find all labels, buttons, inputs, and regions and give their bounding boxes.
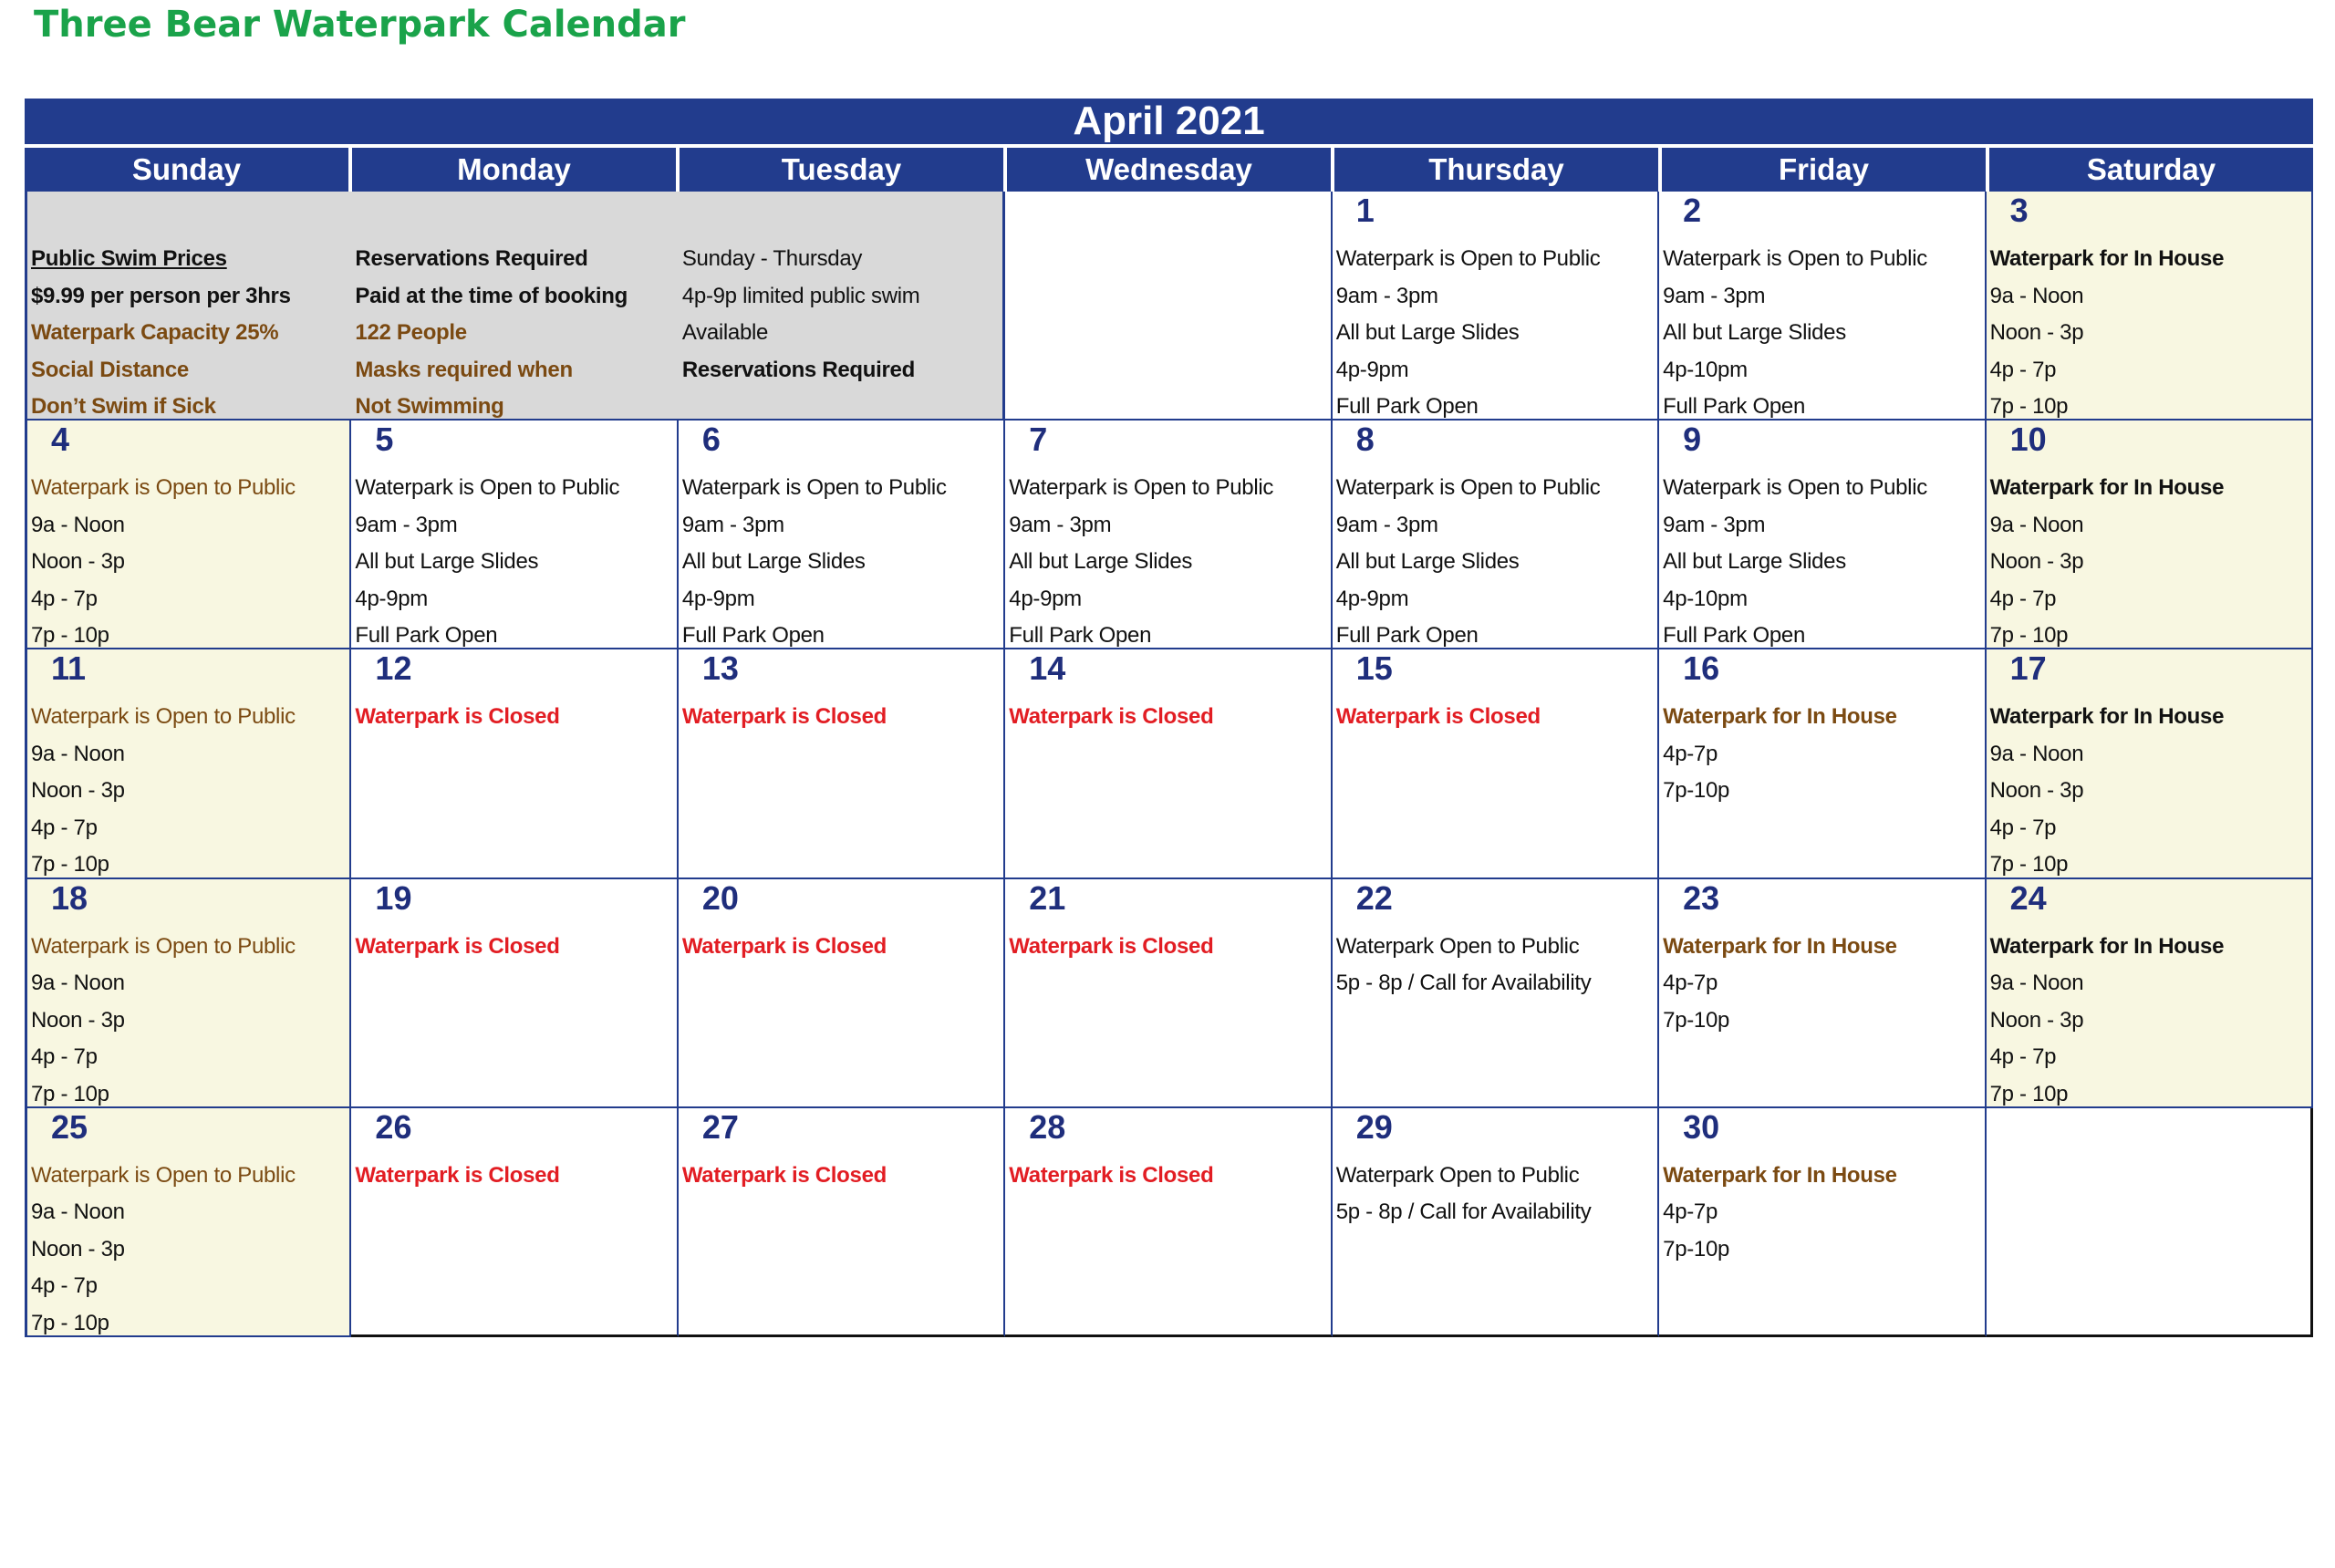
cell-line: 4p - 7p [1989, 1044, 2057, 1070]
cell-line: Waterpark is Open to Public [31, 475, 296, 501]
cell-line: 4p - 7p [31, 586, 98, 611]
cell-line: Reservations Required [681, 357, 915, 382]
cell-line: 7p - 10p [31, 1081, 109, 1106]
cell-lines [1336, 929, 1654, 1002]
cell-line: Not Swimming [355, 394, 504, 419]
cell-line: 4p-7p [1663, 741, 1718, 766]
cell-line: 9a - Noon [31, 741, 125, 766]
cell-line: Full Park Open [1663, 623, 1806, 649]
cell-line: Waterpark Capacity 25% [31, 320, 279, 345]
cell-lines [355, 241, 674, 421]
cell-lines [1009, 699, 1326, 736]
cell-line: Noon - 3p [31, 1007, 125, 1033]
day-number: 22 [1355, 878, 1393, 917]
cell-line: Waterpark for In House [1663, 704, 1897, 730]
cell-lines [1336, 699, 1654, 736]
cell-line: 4p-10pm [1663, 357, 1748, 382]
day-cell[interactable] [1333, 192, 1659, 421]
cell-line: 9am - 3pm [1663, 512, 1766, 537]
cell-line: Waterpark is Closed [1009, 933, 1214, 959]
cell-lines [1009, 929, 1326, 966]
cell-line: Noon - 3p [31, 1236, 125, 1262]
cell-line: Waterpark is Open to Public [1663, 246, 1927, 271]
cell-line: Waterpark Open to Public [1335, 1162, 1580, 1188]
cell-lines [1009, 1158, 1326, 1195]
cell-line: Paid at the time of booking [355, 283, 628, 308]
cell-lines [682, 929, 1000, 966]
day-cell[interactable] [351, 421, 678, 649]
day-number: 17 [2009, 649, 2047, 688]
cell-lines [31, 699, 346, 878]
cell-line: 9a - Noon [31, 1199, 125, 1225]
calendar [25, 99, 2313, 1337]
day-cell[interactable] [1659, 879, 1986, 1108]
day-cell[interactable] [1659, 1108, 1986, 1337]
day-number: 4 [51, 421, 70, 459]
cell-line: All but Large Slides [1009, 549, 1193, 575]
cell-line: Waterpark is Open to Public [1663, 475, 1927, 501]
cell-line: 9am - 3pm [355, 512, 458, 537]
cell-line: Full Park Open [1009, 623, 1152, 649]
day-number: 29 [1355, 1107, 1393, 1146]
cell-line: Waterpark is Open to Public [1009, 475, 1274, 501]
day-cell[interactable] [679, 879, 1005, 1108]
cell-lines [1990, 241, 2308, 421]
cell-lines [31, 470, 346, 649]
day-number: 24 [2009, 878, 2047, 917]
day-number: 28 [1029, 1107, 1066, 1146]
info-cell [351, 192, 678, 421]
day-cell[interactable] [1005, 649, 1332, 878]
cell-line: Waterpark is Closed [681, 1162, 887, 1188]
cell-line: Full Park Open [681, 623, 825, 649]
cell-line: Waterpark is Open to Public [31, 704, 296, 730]
cell-line: Waterpark is Closed [681, 933, 887, 959]
cell-line: 9a - Noon [1989, 971, 2084, 996]
cell-lines [355, 929, 672, 966]
cell-lines [31, 929, 346, 1108]
cell-line: Waterpark for In House [1989, 246, 2225, 271]
info-cell [679, 192, 1005, 421]
day-cell[interactable] [25, 421, 351, 649]
day-number: 5 [375, 421, 394, 459]
day-cell[interactable] [1333, 1108, 1659, 1337]
cell-line: Waterpark is Closed [355, 704, 560, 730]
cell-line: Noon - 3p [1989, 549, 2084, 575]
cell-line: Waterpark is Closed [355, 933, 560, 959]
cell-line: 9a - Noon [31, 971, 125, 996]
cell-line: 9am - 3pm [1335, 512, 1438, 537]
day-cell[interactable] [351, 879, 678, 1108]
cell-line: 7p - 10p [1989, 1081, 2069, 1106]
cell-line: Waterpark is Open to Public [1335, 475, 1601, 501]
day-number: 2 [1683, 192, 1702, 229]
day-number: 12 [375, 649, 412, 688]
cell-line: $9.99 per person per 3hrs [31, 283, 291, 308]
cell-lines [31, 1158, 346, 1337]
cell-line: 7p - 10p [31, 852, 109, 877]
day-cell[interactable] [679, 421, 1005, 649]
cell-line: Noon - 3p [1989, 320, 2084, 345]
cell-line: All but Large Slides [1335, 549, 1520, 575]
cell-line: 4p-7p [1663, 971, 1718, 996]
day-cell[interactable] [1005, 421, 1332, 649]
cell-line: Noon - 3p [1989, 1007, 2084, 1033]
cell-line: 9a - Noon [1989, 283, 2084, 308]
cell-line: Reservations Required [355, 246, 588, 271]
cell-line: Noon - 3p [31, 549, 125, 575]
weekday-header: Friday [1662, 148, 1989, 192]
cell-line: 5p - 8p / Call for Availability [1335, 971, 1592, 996]
day-number: 13 [701, 649, 739, 688]
day-cell[interactable] [1333, 879, 1659, 1108]
cell-line: Noon - 3p [31, 778, 125, 804]
day-number: 7 [1029, 421, 1048, 459]
cell-line: All but Large Slides [355, 549, 539, 575]
day-number: 8 [1355, 421, 1375, 459]
cell-line: 7p-10p [1663, 1236, 1730, 1262]
cell-line: Noon - 3p [1989, 778, 2084, 804]
cell-line: Full Park Open [1335, 623, 1479, 649]
day-cell[interactable] [679, 649, 1005, 878]
info-cell [25, 192, 351, 421]
day-number: 1 [1355, 192, 1375, 229]
cell-line: 9am - 3pm [1009, 512, 1112, 537]
weekday-header: Wednesday [1007, 148, 1334, 192]
cell-line: 4p-9pm [1009, 586, 1082, 611]
cell-line: 4p - 7p [31, 815, 98, 840]
cell-line: Waterpark for In House [1989, 933, 2225, 959]
cell-line: 7p - 10p [1989, 852, 2069, 877]
day-cell[interactable] [1987, 879, 2313, 1108]
cell-line: 9a - Noon [1989, 741, 2084, 766]
day-cell[interactable] [679, 1108, 1005, 1337]
cell-line: Waterpark is Closed [1335, 704, 1541, 730]
cell-lines [1990, 929, 2308, 1108]
cell-line: Waterpark is Closed [1009, 1162, 1214, 1188]
cell-line: Waterpark is Open to Public [355, 475, 620, 501]
day-cell[interactable] [25, 1108, 351, 1337]
cell-line: 7p-10p [1663, 778, 1730, 804]
weekday-header: Sunday [25, 148, 352, 192]
day-number: 20 [701, 878, 739, 917]
cell-line: All but Large Slides [1335, 320, 1520, 345]
cell-line: 5p - 8p / Call for Availability [1335, 1199, 1592, 1225]
cell-lines [1663, 241, 1980, 421]
cell-line: Waterpark for In House [1663, 933, 1897, 959]
cell-line: 7p - 10p [31, 1310, 109, 1335]
cell-lines [1336, 470, 1654, 649]
day-cell[interactable] [1987, 649, 2313, 878]
day-number: 9 [1683, 421, 1702, 459]
cell-lines [355, 699, 672, 736]
page-title: Three Bear Waterpark Calendar [34, 4, 686, 46]
cell-line: Public Swim Prices [31, 246, 227, 271]
day-cell[interactable] [351, 1108, 678, 1337]
cell-line: Waterpark for In House [1663, 1162, 1897, 1188]
cell-line: Full Park Open [1663, 394, 1806, 419]
cell-line: Full Park Open [355, 623, 498, 649]
empty-day-cell [1987, 1108, 2313, 1337]
cell-line: 9a - Noon [31, 512, 125, 537]
month-header: April 2021 [25, 99, 2313, 148]
cell-line: 122 People [355, 320, 467, 345]
cell-line: Available [681, 320, 769, 345]
day-number: 18 [51, 878, 88, 917]
day-number: 19 [375, 878, 412, 917]
cell-line: 9a - Noon [1989, 512, 2084, 537]
day-cell[interactable] [25, 879, 351, 1108]
cell-line: 9am - 3pm [1335, 283, 1438, 308]
cell-lines [1336, 241, 1654, 421]
cell-line: 4p - 7p [1989, 357, 2057, 382]
cell-lines [682, 241, 999, 389]
cell-line: 4p - 7p [31, 1273, 98, 1299]
cell-lines [682, 470, 1000, 649]
empty-day-cell [1005, 192, 1332, 421]
cell-line: All but Large Slides [681, 549, 866, 575]
cell-lines [1336, 1158, 1654, 1231]
cell-line: Waterpark is Open to Public [31, 1162, 296, 1188]
day-number: 3 [2009, 192, 2029, 229]
cell-line: 4p-9p limited public swim [681, 283, 920, 308]
cell-line: 9am - 3pm [1663, 283, 1766, 308]
cell-line: 4p - 7p [31, 1044, 98, 1070]
cell-line: Masks required when [355, 357, 573, 382]
cell-line: Waterpark is Open to Public [681, 475, 947, 501]
cell-line: Sunday - Thursday [681, 246, 863, 271]
day-number: 10 [2009, 421, 2047, 459]
cell-line: Don’t Swim if Sick [31, 394, 216, 419]
cell-line: Waterpark for In House [1989, 475, 2225, 501]
cell-line: 7p - 10p [31, 623, 109, 649]
cell-lines [682, 699, 1000, 736]
cell-line: 7p-10p [1663, 1007, 1730, 1033]
cell-lines [1663, 699, 1980, 810]
cell-line: 4p-9pm [1335, 357, 1409, 382]
weekday-header: Thursday [1334, 148, 1662, 192]
day-number: 16 [1683, 649, 1720, 688]
cell-line: 4p-9pm [681, 586, 755, 611]
day-number: 21 [1029, 878, 1066, 917]
day-number: 25 [51, 1107, 88, 1146]
day-cell[interactable] [25, 649, 351, 878]
calendar-grid [25, 192, 2313, 1337]
cell-line: Full Park Open [1335, 394, 1479, 419]
day-cell[interactable] [351, 649, 678, 878]
cell-line: 4p-9pm [1335, 586, 1409, 611]
cell-lines [1663, 1158, 1980, 1269]
cell-lines [355, 470, 672, 649]
day-number: 30 [1683, 1107, 1720, 1146]
weekday-header-row [25, 148, 2313, 192]
day-cell[interactable] [1005, 879, 1332, 1108]
cell-line: 7p - 10p [1989, 394, 2069, 419]
cell-line: Social Distance [31, 357, 189, 382]
cell-lines [1990, 699, 2308, 878]
cell-line: Waterpark is Closed [355, 1162, 560, 1188]
day-number: 23 [1683, 878, 1720, 917]
cell-lines [355, 1158, 672, 1195]
day-number: 11 [51, 649, 87, 688]
day-number: 27 [701, 1107, 739, 1146]
day-cell[interactable] [1987, 421, 2313, 649]
day-cell[interactable] [1333, 421, 1659, 649]
cell-lines [682, 1158, 1000, 1195]
day-cell[interactable] [1005, 1108, 1332, 1337]
cell-line: 9am - 3pm [681, 512, 784, 537]
cell-line: All but Large Slides [1663, 320, 1846, 345]
weekday-header: Tuesday [680, 148, 1007, 192]
day-cell[interactable] [1333, 649, 1659, 878]
cell-line: 4p-9pm [355, 586, 428, 611]
cell-lines [31, 241, 348, 421]
cell-line: 7p - 10p [1989, 623, 2069, 649]
cell-line: Waterpark is Open to Public [1335, 246, 1601, 271]
cell-lines [1663, 470, 1980, 649]
cell-lines [1009, 470, 1326, 649]
cell-line: Waterpark for In House [1989, 704, 2225, 730]
cell-line: All but Large Slides [1663, 549, 1846, 575]
cell-line: 4p - 7p [1989, 586, 2057, 611]
day-number: 14 [1029, 649, 1066, 688]
weekday-header: Monday [352, 148, 680, 192]
cell-line: Waterpark is Closed [1009, 704, 1214, 730]
cell-lines [1663, 929, 1980, 1040]
day-cell[interactable] [1659, 649, 1986, 878]
cell-lines [1990, 470, 2308, 649]
day-number: 6 [701, 421, 721, 459]
day-cell[interactable] [1987, 192, 2313, 421]
day-cell[interactable] [1659, 421, 1986, 649]
cell-line: 4p - 7p [1989, 815, 2057, 840]
cell-line: Waterpark Open to Public [1335, 933, 1580, 959]
day-number: 26 [375, 1107, 412, 1146]
cell-line: 4p-7p [1663, 1199, 1718, 1225]
day-number: 15 [1355, 649, 1393, 688]
cell-line: 4p-10pm [1663, 586, 1748, 611]
weekday-header: Saturday [1989, 148, 2313, 192]
day-cell[interactable] [1659, 192, 1986, 421]
cell-line: Waterpark is Closed [681, 704, 887, 730]
cell-line: Waterpark is Open to Public [31, 933, 296, 959]
